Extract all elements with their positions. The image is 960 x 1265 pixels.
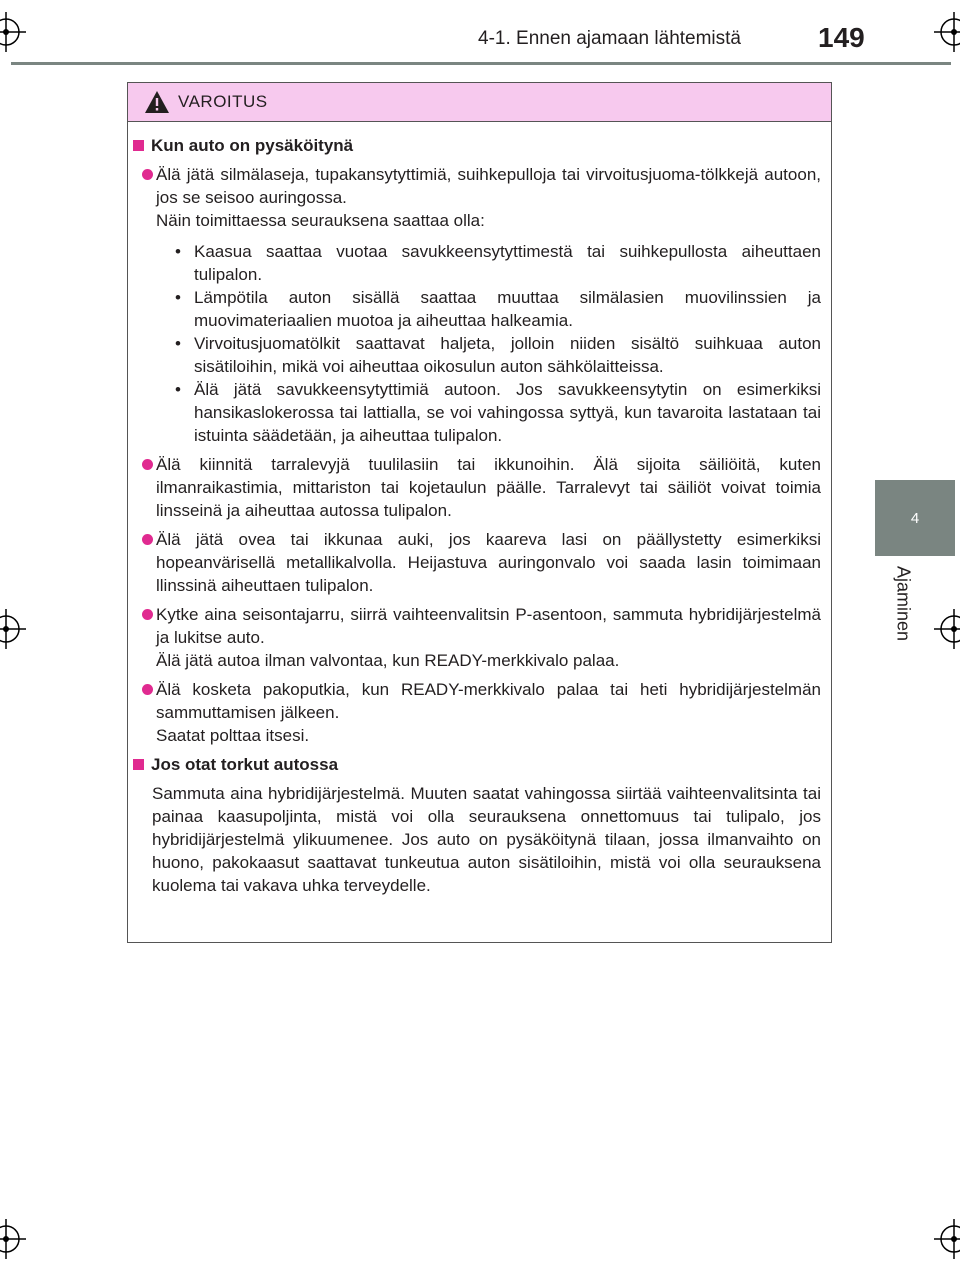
list-item: Älä kiinnitä tarralevyjä tuulilasiin tai ikkunoihin. Älä sijoita säiliöitä, kuten ilmanraikastimia, mittariston tai kojetaulun päälle. Tarralevyt tai säiliöt voivat toimia linsseinä ja aiheuttaa autossa tulipalon. xyxy=(133,453,821,522)
crop-mark-icon xyxy=(934,1219,960,1259)
sub-list-item: • Virvoitusjuomatölkit saattavat haljeta, jolloin niiden sisältö suihkuaa auton sisätiloihin, mikä voi aiheuttaa oikosulun auton sähkölaitteissa. xyxy=(175,334,821,376)
warning-title: VAROITUS xyxy=(178,92,268,111)
crop-mark-icon xyxy=(0,1219,26,1259)
bullet-icon xyxy=(142,684,153,695)
list-item: Älä jätä ovea tai ikkunaa auki, jos kaareva lasi on päällystetty esimerkiksi hopeanvärisellä metallikalvolla. Heijastuva auringonvalo voi saada lasin toimimaan llinssinä aiheuttaen tulipalon. xyxy=(133,528,821,597)
crop-mark-icon xyxy=(0,12,26,52)
warning-header xyxy=(128,83,831,122)
list-item: Älä jätä silmälaseja, tupakansytyttimiä, suihkepulloja tai virvoitusjuoma-tölkkejä autoon, jos se seisoo auringossa. Näin toimittaessa seurauksena saattaa olla: • Kaasua saattaa vuotaa savukkeensytyttimestä tai suihkepullosta aiheuttaen tulipalon. • Lämpötila auton sisällä saattaa muuttaa silmälasien muovilinssien ja muovimateriaalien muotoa ja aiheuttaa halkeamia. • Virvoitusjuomatölkit saattavat haljeta, jolloin niiden sisältö suihkuaa auton sisätiloihin, mikä voi aiheuttaa oikosulun auton sähkölaitteissa. • Älä jätä savukkeensytyttimiä autoon. Jos savukkeensytytin on esimerkiksi hansikaslokerossa tai lattialla, se voi vahingossa syttyä, kun tavaroita lastataan tai istuinta säädetään, ja aiheuttaa tulipalon. xyxy=(133,163,821,447)
bullet-icon xyxy=(142,169,153,180)
square-bullet-icon xyxy=(133,759,144,770)
header-rule xyxy=(11,62,951,65)
sub-list-item: • Kaasua saattaa vuotaa savukkeensytyttimestä tai suihkepullosta aiheuttaen tulipalon. xyxy=(175,242,821,284)
square-bullet-icon xyxy=(133,140,144,151)
sub-list xyxy=(156,240,821,447)
sub-list-item: • Lämpötila auton sisällä saattaa muuttaa silmälasien muovilinssien ja muovimateriaalien muotoa ja aiheuttaa halkeamia. xyxy=(175,288,821,330)
crop-mark-icon xyxy=(934,12,960,52)
warning-triangle-icon xyxy=(144,90,170,114)
crop-mark-icon xyxy=(934,609,960,649)
bullet-icon xyxy=(142,534,153,545)
list-item: Älä kosketa pakoputkia, kun READY-merkkivalo palaa tai heti hybridijärjestelmän sammuttamisen jälkeen. Saatat polttaa itsesi. xyxy=(133,678,821,747)
warning-box xyxy=(127,82,832,943)
chapter-tab xyxy=(875,480,955,556)
chapter-number: 4 xyxy=(910,509,920,527)
section-heading: Jos otat torkut autossa xyxy=(133,753,821,776)
page-number: 149 xyxy=(818,22,865,53)
sub-list-item: • Älä jätä savukkeensytyttimiä autoon. Jos savukkeensytytin on esimerkiksi hansikaslokerossa tai lattialla, se voi vahingossa syttyä, kun tavaroita lastataan tai istuinta säädetään, ja aiheuttaa tulipalon. xyxy=(175,380,821,445)
bullet-icon xyxy=(142,459,153,470)
list-item: Kytke aina seisontajarru, siirrä vaihteenvalitsin P-asentoon, sammuta hybridijärjestelmä ja lukitse auto. Älä jätä autoa ilman valvontaa, kun READY-merkkivalo palaa. xyxy=(133,603,821,672)
section-paragraph: Sammuta aina hybridijärjestelmä. Muuten saatat vahingossa siirtää vaihteenvalitsinta tai painaa kaasupoljinta, mistä voi olla seurauksena onnettomuus tai tulipalo, jos hybridijärjestelmä ylikuumenee. Jos auto on pysäköitynä tilaan, jossa ilmanvaihto on huono, pakokaasut saattavat tunkeutua auton sisätiloihin, mistä voi olla seurauksena kuolema tai vakava uhka terveydelle. xyxy=(152,784,821,895)
chapter-label: Ajaminen xyxy=(893,566,914,642)
warning-content xyxy=(128,122,831,897)
crop-mark-icon xyxy=(0,609,26,649)
section-title: 4-1. Ennen ajamaan lähtemistä xyxy=(478,28,741,49)
bullet-icon xyxy=(142,609,153,620)
section-heading: Kun auto on pysäköitynä xyxy=(133,134,821,157)
